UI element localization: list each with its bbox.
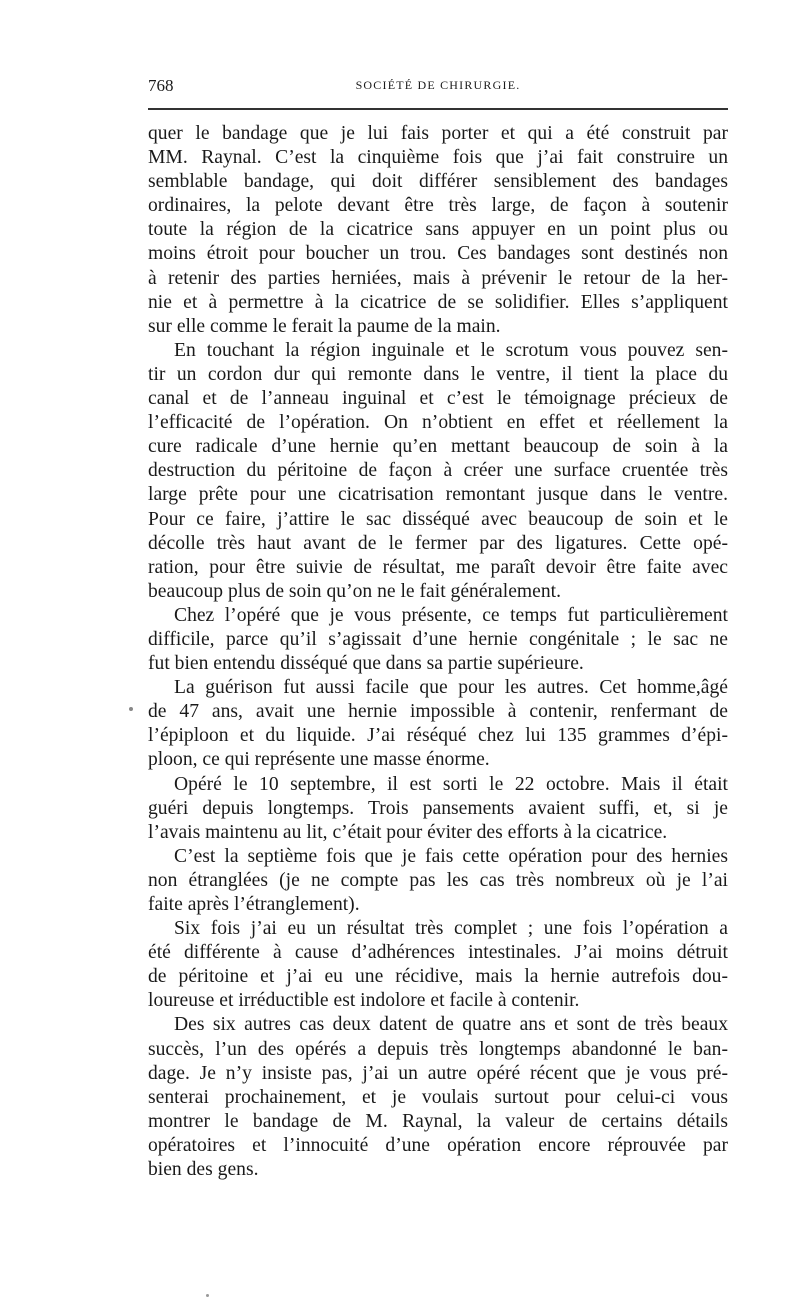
text-line: Six fois j’ai eu un résultat très complet ; une fois l’opération a: [174, 918, 728, 940]
text-line: fut bien entendu disséqué que dans sa partie supérieure.: [148, 653, 584, 675]
text-line: de péritoine et j’ai eu une récidive, mais la hernie autrefois dou-: [148, 966, 728, 988]
text-line: ploon, ce qui représente une masse énorme.: [148, 749, 490, 771]
text-line: La guérison fut aussi facile que pour les autres. Cet homme,âgé: [174, 677, 728, 699]
text-line: toute la région de la cicatrice sans appuyer en un point plus ou: [148, 219, 728, 241]
text-line: succès, l’un des opérés a depuis très longtemps abandonné le ban-: [148, 1038, 728, 1060]
text-line: non étranglées (je ne compte pas les cas très nombreux où je l’ai: [148, 869, 728, 891]
text-line: dage. Je n’y insiste pas, j’ai un autre opéré récent que je vous pré-: [148, 1062, 728, 1084]
text-line: l’épiploon et du liquide. J’ai réséqué chez lui 135 grammes d’épi-: [148, 725, 728, 747]
text-line: moins étroit pour boucher un trou. Ces bandages sont destinés non: [148, 243, 728, 265]
page-number: 768: [148, 76, 174, 95]
text-line: destruction du péritoine de façon à créer une surface cruentée très: [148, 460, 728, 482]
text-line: cure radicale d’une hernie qu’en mettant beaucoup de soin à la: [148, 436, 728, 458]
margin-mark: [129, 707, 133, 711]
text-line: MM. Raynal. C’est la cinquième fois que j’ai fait construire un: [148, 147, 728, 169]
text-line: bien des gens.: [148, 1159, 259, 1181]
text-line: à retenir des parties herniées, mais à prévenir le retour de la her-: [148, 267, 728, 289]
text-line: Opéré le 10 septembre, il est sorti le 22 octobre. Mais il était: [174, 773, 728, 795]
text-line: été différente à cause d’adhérences intestinales. J’ai moins détruit: [148, 942, 728, 964]
header-rule: [148, 108, 728, 110]
text-line: faite après l’étranglement).: [148, 894, 360, 915]
running-title: SOCIÉTÉ DE CHIRURGIE.: [355, 78, 521, 92]
text-line: tir un cordon dur qui remonte dans le ventre, il tient la place du: [148, 363, 728, 385]
text-line: En touchant la région inguinale et le scrotum vous pouvez sen-: [174, 339, 728, 361]
text-line: beaucoup plus de soin qu’on ne le fait généralement.: [148, 580, 561, 602]
text-line: senterai prochainement, et je voulais surtout pour celui-ci vous: [148, 1086, 728, 1108]
text-line: l’avais maintenu au lit, c’était pour éviter des efforts à la cicatrice.: [148, 821, 668, 843]
text-line: C’est la septième fois que je fais cette opération pour des hernies: [174, 845, 728, 867]
text-line: Des six autres cas deux datent de quatre ans et sont de très beaux: [174, 1014, 728, 1036]
text-line: montrer le bandage de M. Raynal, la valeur de certains détails: [148, 1110, 728, 1132]
text-line: sur elle comme le ferait la paume de la main.: [148, 315, 501, 337]
text-line: semblable bandage, qui doit différer sensiblement des bandages: [148, 171, 728, 193]
text-line: Pour ce faire, j’attire le sac disséqué avec beaucoup de soin et le: [148, 508, 728, 530]
text-line: large prête pour une cicatrisation remontant jusque dans le ventre.: [148, 484, 728, 506]
text-line: nie et à permettre à la cicatrice de se solidifier. Elles s’appliquent: [148, 291, 728, 313]
text-line: loureuse et irréductible est indolore et facile à contenir.: [148, 990, 580, 1012]
text-line: guéri depuis longtemps. Trois pansements avaient suffi, et, si je: [148, 797, 728, 819]
text-line: de 47 ans, avait une hernie impossible à contenir, renfermant de: [148, 701, 728, 723]
text-line: ration, pour être suivie de résultat, me paraît devoir être faite avec: [148, 556, 728, 578]
text-line: difficile, parce qu’il s’agissait d’une hernie congénitale ; le sac ne: [148, 628, 728, 650]
footer-mark: [206, 1294, 209, 1297]
text-line: décolle très haut avant de le fermer par des ligatures. Cette opé-: [148, 532, 728, 554]
text-line: Chez l’opéré que je vous présente, ce temps fut particulièrement: [174, 604, 728, 626]
page-header: [148, 76, 728, 100]
body-text: [148, 122, 728, 1182]
text-line: quer le bandage que je lui fais porter et qui a été construit par: [148, 123, 728, 144]
text-line: ordinaires, la pelote devant être très large, de façon à soutenir: [148, 195, 728, 217]
text-line: l’efficacité de l’opération. On n’obtient en effet et réellement la: [148, 412, 728, 434]
text-line: canal et de l’anneau inguinal et c’est le témoignage précieux de: [148, 388, 728, 410]
text-line: opératoires et l’innocuité d’une opération encore réprouvée par: [148, 1134, 728, 1156]
